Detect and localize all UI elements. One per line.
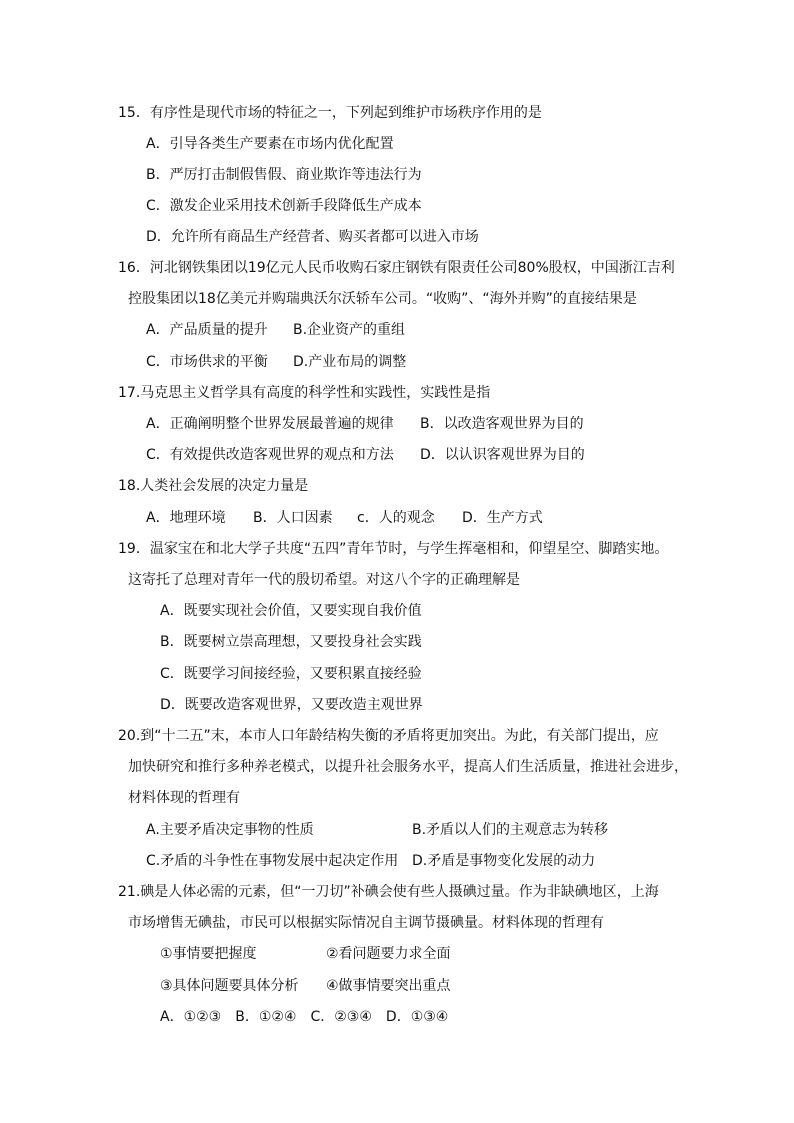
q20-option-b: B.矛盾以人们的主观意志为转移 [412,822,609,838]
q21-answer-options: A．①②③ B．①②④ C．②③④ D．①③④ [160,1009,449,1025]
q16-option-b: B.企业资产的重组 [293,322,406,338]
q20-option-c: C.矛盾的斗争性在事物发展中起决定作用 [146,853,399,869]
q18-option-b: B．人口因素 [253,510,333,526]
q19-option-a: A．既要实现社会价值，又要实现自我价值 [160,603,422,619]
q19-option-b: B．既要树立崇高理想，又要投身社会实践 [160,634,422,650]
q20-option-d: D.矛盾是事物变化发展的动力 [412,853,596,869]
q20-stem-line-1: 20.到“十二五”末，本市人口年龄结构失衡的矛盾将更加突出。为此，有关部门提出，应 [118,728,659,744]
q21-item-3: ③具体问题要具体分析 [160,978,299,994]
q20-option-a: A.主要矛盾决定事物的性质 [146,822,314,838]
q21-stem-line-2: 市场增售无碘盐，市民可以根据实际情况自主调节摄碘量。材料体现的哲理有 [128,915,604,931]
q16-stem-line-1: 16．河北钢铁集团以19亿元人民币收购石家庄钢铁有限责任公司80%股权，中国浙江吉利 [118,260,675,276]
q18-option-c: c．人的观念 [357,510,435,526]
q19-option-c: C．既要学习间接经验，又要积累直接经验 [160,666,422,682]
q17-stem: 17.马克思主义哲学具有高度的科学性和实践性，实践性是指 [118,385,491,401]
q18-option-d: D．生产方式 [462,510,543,526]
q18-option-a: A．地理环境 [146,510,226,526]
q16-option-c: C．市场供求的平衡 [146,354,268,370]
q16-option-a: A．产品质量的提升 [146,322,268,338]
q19-stem-line-1: 19．温家宝在和北大学子共度“五四”青年节时，与学生挥毫相和，仰望星空、脚踏实地。 [118,541,669,557]
q15-option-c: C．激发企业采用技术创新手段降低生产成本 [146,198,422,214]
q21-stem-line-1: 21.碘是人体必需的元素，但“一刀切”补碘会使有些人摄碘过量。作为非缺碘地区，上海 [118,884,659,900]
q18-stem: 18.人类社会发展的决定力量是 [118,478,309,494]
q17-option-b: B．以改造客观世界为目的 [420,416,584,432]
q17-option-a: A．正确阐明整个世界发展最普遍的规律 [146,416,394,432]
q19-option-d: D．既要改造客观世界，又要改造主观世界 [160,697,423,713]
q17-option-c: C．有效提供改造客观世界的观点和方法 [146,447,394,463]
q20-stem-line-3: 材料体现的哲理有 [128,790,240,806]
q21-item-4: ④做事情要突出重点 [326,978,451,994]
q21-item-2: ②看问题要力求全面 [326,946,451,962]
q15-stem: 15．有序性是现代市场的特征之一，下列起到维护市场秩序作用的是 [118,105,542,121]
q15-option-b: B．严厉打击制假售假、商业欺诈等违法行为 [146,167,422,183]
q17-option-d: D．以认识客观世界为目的 [420,447,585,463]
q15-option-a: A．引导各类生产要素在市场内优化配置 [146,136,394,152]
q16-stem-line-2: 控股集团以18亿美元并购瑞典沃尔沃轿车公司。“收购”、“海外并购”的直接结果是 [128,291,637,307]
q21-item-1: ①事情要把握度 [160,946,257,962]
q16-option-d: D.产业布局的调整 [293,354,407,370]
q20-stem-line-2: 加快研究和推行多种养老模式，以提升社会服务水平，提高人们生活质量，推进社会进步， [128,759,688,775]
q15-option-d: D．允许所有商品生产经营者、购买者都可以进入市场 [146,229,479,245]
q19-stem-line-2: 这寄托了总理对青年一代的殷切希望。对这八个字的正确理解是 [128,572,520,588]
